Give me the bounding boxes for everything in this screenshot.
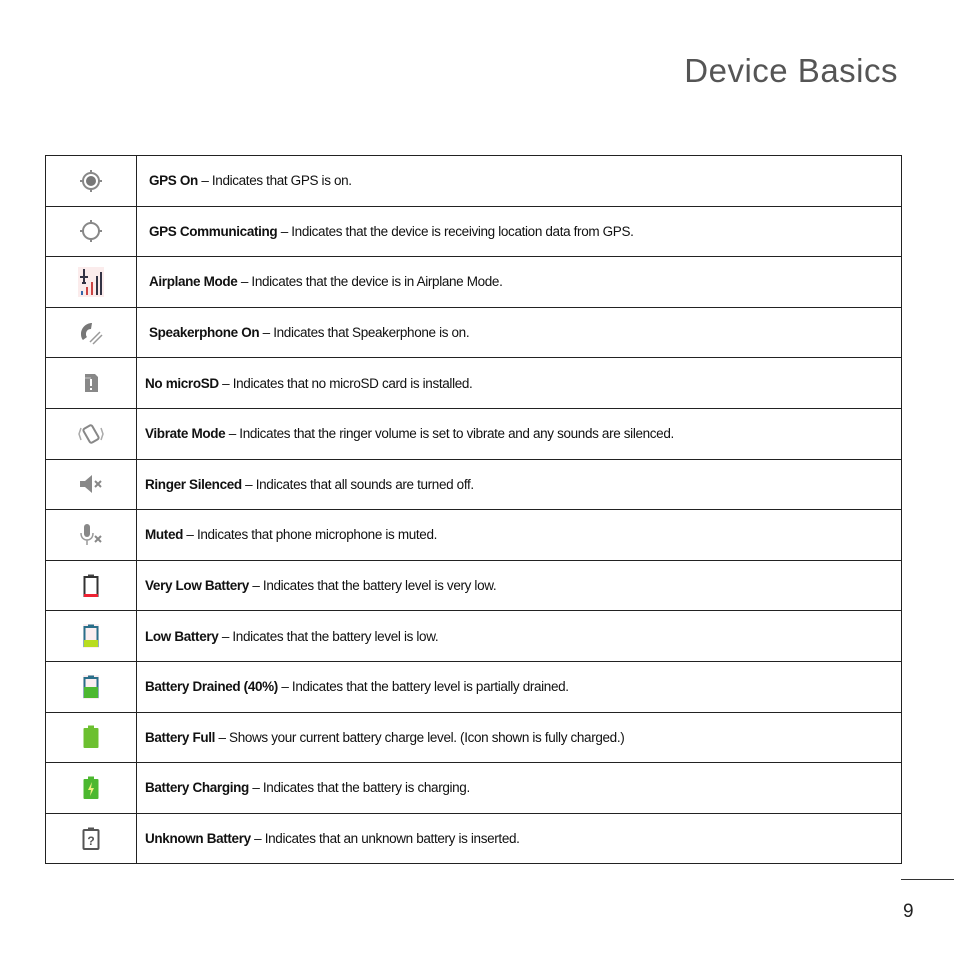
icon-description: – Indicates that the battery level is low. (218, 628, 439, 644)
svg-text:?: ? (87, 833, 95, 848)
table-row (46, 813, 902, 864)
icon-cell (46, 510, 137, 561)
battery-unknown-icon (46, 827, 136, 851)
battery-very-low-icon (46, 574, 136, 598)
icon-term: Airplane Mode (149, 274, 238, 290)
icon-cell (46, 156, 137, 207)
page-title: Device Basics (684, 52, 898, 90)
description-cell (137, 813, 902, 864)
icon-cell (46, 358, 137, 409)
battery-low-icon (46, 624, 136, 648)
description-cell (137, 459, 902, 510)
icon-description: – Indicates that GPS is on. (197, 173, 352, 189)
airplane-mode-icon (46, 267, 136, 297)
icon-term: Muted (145, 527, 183, 543)
icon-term: Unknown Battery (145, 831, 251, 847)
status-icons-table (45, 155, 902, 864)
battery-full-icon (46, 725, 136, 749)
description-cell (137, 408, 902, 459)
table-row (46, 763, 902, 814)
icon-term: GPS On (149, 173, 198, 189)
table-row (46, 307, 902, 358)
description-cell (137, 206, 902, 257)
table-row (46, 408, 902, 459)
icon-description: – Indicates that an unknown battery is inserted. (250, 831, 520, 847)
icon-description: – Shows your current battery charge level. (Icon shown is fully charged.) (215, 729, 625, 745)
icon-term: Battery Full (145, 729, 216, 745)
icon-description: – Indicates that the battery is charging. (248, 780, 470, 796)
no-microsd-icon (46, 372, 136, 394)
icon-description: – Indicates that the device is in Airplane Mode. (237, 274, 503, 290)
description-cell (137, 560, 902, 611)
description-cell (137, 156, 902, 207)
description-cell (137, 358, 902, 409)
footer-divider (901, 879, 954, 880)
table-row (46, 206, 902, 257)
description-cell (137, 611, 902, 662)
icon-cell (46, 560, 137, 611)
icon-description: – Indicates that the ringer volume is set to vibrate and any sounds are silenced. (225, 426, 674, 442)
icon-term: Battery Drained (40%) (145, 679, 278, 695)
table-row (46, 156, 902, 207)
icon-cell (46, 661, 137, 712)
icon-term: No microSD (145, 375, 219, 391)
ringer-silenced-icon (46, 473, 136, 495)
icon-description: – Indicates that the battery level is partially drained. (277, 679, 569, 695)
muted-icon (46, 523, 136, 547)
speakerphone-icon (46, 320, 136, 346)
icon-description: – Indicates that the battery level is very low. (248, 578, 497, 594)
table-row (46, 358, 902, 409)
icon-description: – Indicates that Speakerphone is on. (259, 325, 470, 341)
battery-charging-icon (46, 776, 136, 800)
battery-drained-icon (46, 675, 136, 699)
description-cell (137, 712, 902, 763)
vibrate-icon (46, 422, 136, 446)
page-number: 9 (903, 901, 914, 922)
table-row (46, 611, 902, 662)
icon-cell (46, 257, 137, 308)
description-cell (137, 257, 902, 308)
icon-cell (46, 408, 137, 459)
icon-description: – Indicates that the device is receiving location data from GPS. (277, 223, 634, 239)
icon-term: Vibrate Mode (145, 426, 226, 442)
gps-on-icon (46, 169, 136, 193)
table-row (46, 257, 902, 308)
icon-term: Ringer Silenced (145, 476, 242, 492)
icon-cell (46, 712, 137, 763)
description-cell (137, 661, 902, 712)
description-cell (137, 763, 902, 814)
gps-communicating-icon (46, 219, 136, 243)
icon-term: Very Low Battery (145, 578, 249, 594)
table-row (46, 712, 902, 763)
icon-term: Battery Charging (145, 780, 249, 796)
icon-cell (46, 813, 137, 864)
table-row (46, 459, 902, 510)
icon-cell (46, 459, 137, 510)
icon-description: – Indicates that no microSD card is installed. (218, 375, 473, 391)
icon-term: Speakerphone On (149, 325, 260, 341)
description-cell (137, 307, 902, 358)
icon-term: Low Battery (145, 628, 219, 644)
icon-term: GPS Communicating (149, 223, 278, 239)
table-row (46, 661, 902, 712)
icon-cell (46, 307, 137, 358)
icon-cell (46, 611, 137, 662)
icon-description: – Indicates that all sounds are turned off. (241, 476, 474, 492)
table-row (46, 510, 902, 561)
icon-description: – Indicates that phone microphone is muted. (183, 527, 438, 543)
description-cell (137, 510, 902, 561)
table-row (46, 560, 902, 611)
icon-cell (46, 763, 137, 814)
icon-cell (46, 206, 137, 257)
